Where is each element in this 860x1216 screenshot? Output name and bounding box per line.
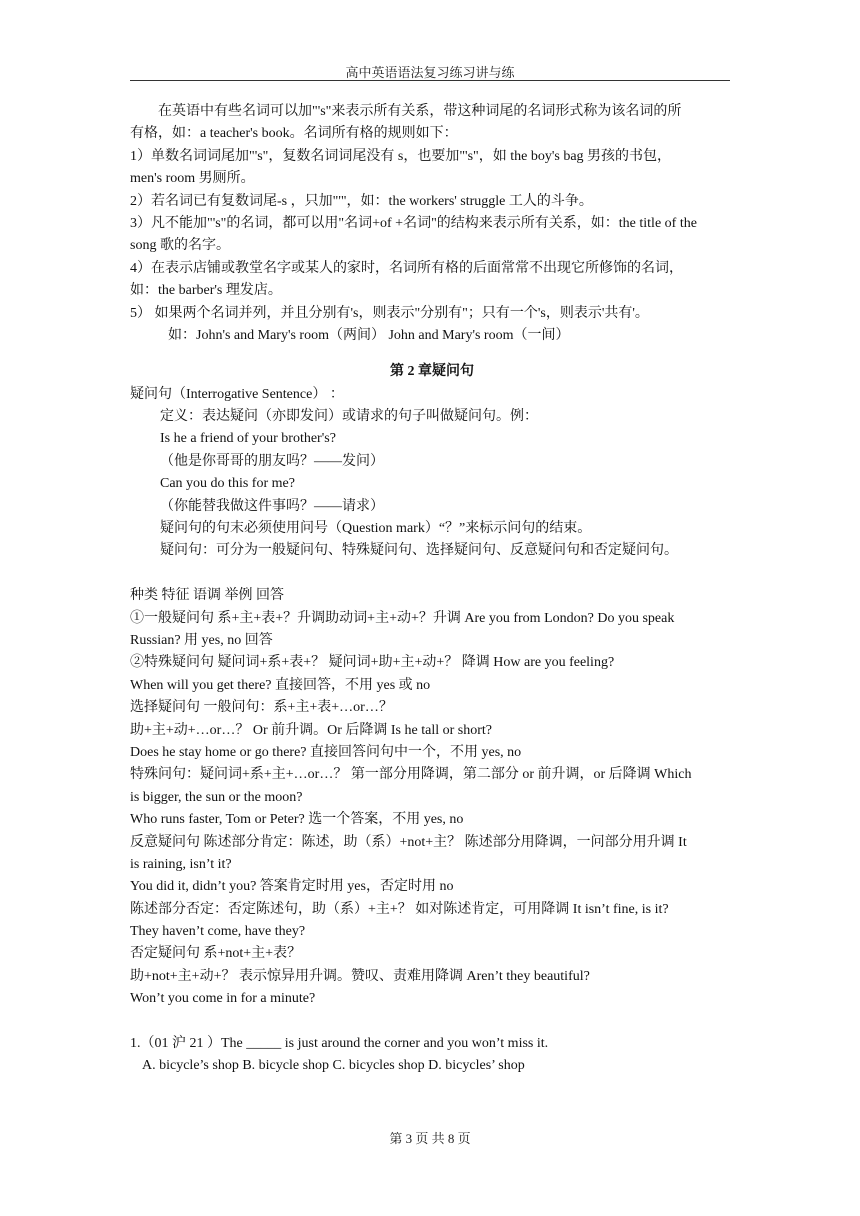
spacer bbox=[130, 1011, 734, 1033]
paragraph-line: 如：John's and Mary's room（两间） John and Mary's room（一间） bbox=[168, 327, 570, 343]
paragraph-line: 定义：表达疑问（亦即发问）或请求的句子叫做疑问句。例： bbox=[160, 409, 538, 425]
table-text-line: They haven’t come, have they? bbox=[130, 924, 306, 940]
document-body bbox=[130, 101, 734, 1078]
table-text-line: Russian? 用 yes, no 回答 bbox=[130, 632, 273, 648]
table-text-line: 助+主+动+…or…？ Or 前升调。Or 后降调 Is he tall or short? bbox=[130, 722, 492, 738]
table-text-line: 特殊问句：疑问词+系+主+…or…？ 第一部分用降调，第二部分 or 前升调，or 后降调 Which bbox=[130, 767, 692, 783]
paragraph-line: 在英语中有些名词可以加"'s"来表示所有关系，带这种词尾的名词形式称为该名词的所 bbox=[158, 104, 682, 119]
paragraph-line: 如：the barber's 理发店。 bbox=[130, 283, 282, 299]
paragraph-line: 疑问句的句末必须使用问号（Question mark）“？”来标示问句的结束。 bbox=[160, 521, 592, 537]
paragraph-line: song 歌的名字。 bbox=[130, 238, 230, 254]
table-text-line: Who runs faster, Tom or Peter? 选一个答案，不用 yes, no bbox=[130, 812, 464, 828]
chapter-title: 第 2 章疑问句 bbox=[390, 364, 474, 380]
table-header-line: 种类 特征 语调 举例 回答 bbox=[130, 588, 284, 604]
spacer bbox=[130, 563, 734, 585]
table-text-line: 反意疑问句 陈述部分肯定：陈述，助（系）+not+主？ 陈述部分用降调，一问部分用升调 It bbox=[130, 834, 687, 850]
paragraph-line: 疑问句：可分为一般疑问句、特殊疑问句、选择疑问句、反意疑问句和否定疑问句。 bbox=[160, 543, 678, 559]
paragraph-line: 5） 如果两个名词并列，并且分别有's，则表示"分别有"；只有一个's，则表示'共有'。 bbox=[130, 305, 649, 321]
table-text-line: Does he stay home or go there? 直接回答问句中一个，不用 yes, no bbox=[130, 744, 522, 760]
table-text-line: ②特殊疑问句 疑问词+系+表+？ 疑问词+助+主+动+？ 降调 How are you feeling? bbox=[130, 655, 615, 671]
paragraph-line: 4）在表示店铺或教堂名字或某人的家时，名词所有格的后面常常不出现它所修饰的名词， bbox=[130, 260, 683, 276]
example-sentence: Is he a friend of your brother's? bbox=[160, 431, 336, 447]
table-text-line: Won’t you come in for a minute? bbox=[130, 991, 316, 1007]
table-text-line: When will you get there? 直接回答，不用 yes 或 no bbox=[130, 677, 431, 693]
page-footer: 第 3 页 共 8 页 bbox=[389, 1131, 471, 1146]
paragraph-line: 3）凡不能加"'s"的名词，都可以用"名词+of +名词"的结构来表示所有关系，如：the title of the bbox=[130, 215, 697, 231]
example-note: （他是你哥哥的朋友吗？——发问） bbox=[160, 453, 384, 469]
paragraph-line: 2）若名词已有复数词尾-s ，只加"'"，如：the workers' struggle 工人的斗争。 bbox=[130, 193, 593, 209]
table-text-line: 否定疑问句 系+not+主+表？ bbox=[130, 946, 302, 962]
table-text-line: 选择疑问句 一般问句：系+主+表+…or…？ bbox=[130, 700, 393, 716]
example-note: （你能替我做这件事吗？——请求） bbox=[160, 498, 384, 514]
table-text-line: is bigger, the sun or the moon? bbox=[130, 789, 303, 805]
header-divider bbox=[130, 80, 730, 81]
page-header: 高中英语语法复习练习讲与练 bbox=[345, 65, 515, 80]
section-heading: 疑问句（Interrogative Sentence） ： bbox=[130, 386, 344, 402]
exercise-options: A. bicycle’s shop B. bicycle shop C. bicycles shop D. bicycles’ shop bbox=[142, 1058, 525, 1074]
table-text-line: is raining, isn’t it? bbox=[130, 856, 232, 872]
example-sentence: Can you do this for me? bbox=[160, 476, 295, 492]
table-text-line: 陈述部分否定：否定陈述句，助（系）+主+？ 如对陈述肯定，可用降调 It isn’t fine, is it? bbox=[130, 901, 669, 917]
paragraph-line: 1）单数名词词尾加"'s"，复数名词词尾没有 s，也要加"'s"，如 the boy's bag 男孩的书包， bbox=[130, 148, 672, 164]
paragraph-line: men's room 男厕所。 bbox=[130, 171, 255, 187]
exercise-question: 1.（01 沪 21 ）The _____ is just around the corner and you won’t miss it. bbox=[130, 1036, 549, 1052]
table-text-line: You did it, didn’t you? 答案肯定时用 yes，否定时用 no bbox=[130, 879, 454, 895]
table-text-line: 助+not+主+动+？ 表示惊异用升调。赞叹、责难用降调 Aren’t they beautiful? bbox=[130, 968, 590, 984]
table-text-line: ①一般疑问句 系+主+表+？升调助动词+主+动+？升调 Are you from London? Do you speak bbox=[130, 610, 675, 626]
paragraph-line: 有格，如：a teacher's book。名词所有格的规则如下： bbox=[130, 126, 458, 142]
